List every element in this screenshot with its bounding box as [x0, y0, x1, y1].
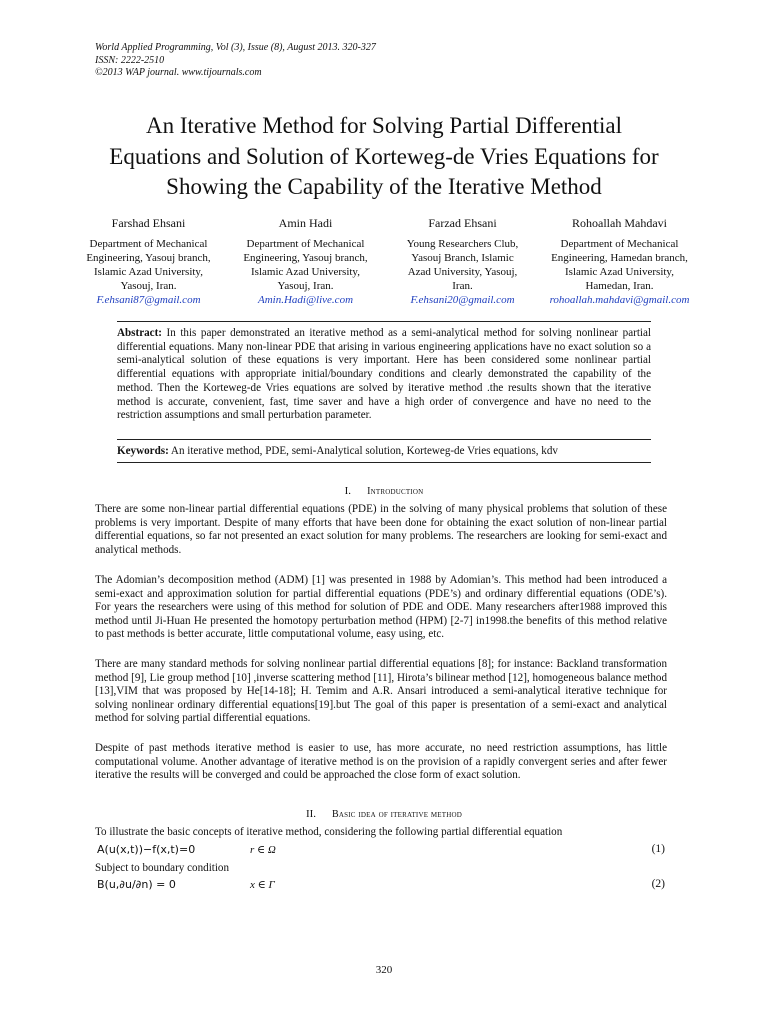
paragraph: There are some non-linear partial differential equations (PDE) in the solving of many physical problems that solution of these problems is very important. Despite of many efforts that have been done for obtaining the exact solution of non-linear partial differential equations, so far not presented an exact solution for many problems. The researchers are looking for semi-exact and analytical methods. [95, 503, 667, 556]
paragraph: Despite of past methods iterative method is easier to use, has more accurate, no need restriction assumptions, has little computational volume. Another advantage of iterative method is on the provision of a rapidly convergent series and after fewer iterative the results will be converged and could be approached the close form of exact solution. [95, 742, 667, 782]
author-affiliation-line: Islamic Azad University, [94, 266, 203, 278]
equation-expression: B(u,∂u/∂n) = 0 [97, 878, 176, 891]
author-affiliation-line: Hamedan, Iran. [585, 280, 654, 292]
author-email-link[interactable]: F.ehsani87@gmail.com [96, 294, 201, 306]
journal-issn: ISSN: 2222-2510 [95, 54, 165, 66]
author-email-link[interactable]: rohoallah.mahdavi@gmail.com [549, 294, 690, 306]
page-number: 320 [375, 964, 393, 976]
title-line: Showing the Capability of the Iterative Method [166, 174, 602, 199]
section-title: Introduction [367, 486, 424, 497]
paragraph: The Adomian’s decomposition method (ADM) [1] was presented in 1988 by Adomian’s. This method had been introduced a semi-exact and approximation solution for partial differential equations (PDE’s) and ordinary differential equations (ODE’s). For years the researchers were using of this method for solution of PDE and ODE. Many researchers after1988 improved this method until Ji-Huan He presented the homotopy perturbation method (HPM) [2-7] in1998.the benefits of this method relative to past methods is better accurate, little computational volume, easy using, etc. [95, 574, 667, 641]
equation-domain: r ∈ Ω [250, 844, 276, 856]
author-block [541, 216, 698, 307]
journal-citation: World Applied Programming, Vol (3), Issue (8), August 2013. 320-327 [95, 42, 376, 53]
title-line: Equations and Solution of Korteweg-de Vries Equations for [109, 143, 659, 169]
author-affiliation-line: Department of Mechanical [560, 238, 679, 250]
abstract-text: In this paper demonstrated an iterative method as a semi-analytical method for solving nonlinear partial differential equations. Many non-linear PDE that arising in various engineering applications have no exact solution so a semi-analytical solution of these equations is very important. Here has been considered some nonlinear partial differential equations with appropriate initial/boundary conditions and clearly demonstrated the capability of the method. Then the Korteweg-de Vries equations are solved by iterative method .the results shown that the iterative method is accurate, convenient, fast, time saver and have a high order of convergence and have no need to the restriction assumptions and small perturbation parameter. [117, 327, 651, 422]
author-affiliation-line: Islamic Azad University, [565, 266, 674, 278]
equation-1 [95, 843, 667, 859]
equation-number: (2) [651, 878, 665, 890]
equation-number: (1) [651, 843, 665, 855]
section-number: I. [344, 485, 352, 497]
author-affiliation-line: Islamic Azad University, [251, 266, 360, 278]
journal-copyright: ©2013 WAP journal. www.tijournals.com [95, 67, 262, 78]
paragraph: Subject to boundary condition [95, 862, 230, 874]
equation-expression: A(u(x,t))−f(x,t)=0 [97, 843, 196, 856]
section-number: II. [305, 808, 317, 820]
author-affiliation-line: Engineering, Hamedan branch, [551, 252, 688, 264]
author-affiliation-line: Department of Mechanical [246, 238, 365, 250]
paper-title [40, 111, 728, 203]
author-block [384, 216, 541, 307]
author-affiliation-line: Yasouj, Iran. [120, 280, 177, 292]
author-block [227, 216, 384, 307]
paragraph: There are many standard methods for solving nonlinear partial differential equations [8]; for instance: Backland transformation method [9], Lie group method [10] ,inverse scattering method [11], Hirota’s bilinear method [12], homogeneous balance method [13],VIM that was proposed by He[14-18]; H. Temim and A.R. Ansari introduced a semi-analytical iterative technique for solving nonlinear ordinary differential equations[19].but The goal of this paper is presentation of a semi-exact and analytical method for solving partial differential equations. [95, 658, 667, 725]
author-email-link[interactable]: Amin.Hadi@live.com [257, 294, 354, 306]
abstract-top-rule [117, 321, 651, 322]
author-list [70, 216, 698, 307]
section-title: Basic idea of iterative method [332, 809, 463, 820]
author-affiliation-line: Engineering, Yasouj branch, [243, 252, 368, 264]
section-heading-introduction [0, 485, 768, 497]
author-name: Farzad Ehsani [428, 216, 497, 230]
keywords-bottom-rule [117, 462, 651, 463]
keywords [117, 445, 651, 459]
abstract [117, 327, 651, 423]
abstract-label: Abstract: [117, 327, 162, 339]
author-affiliation-line: Yasouj Branch, Islamic [411, 252, 514, 264]
author-affiliation-line: Azad University, Yasouj, [407, 266, 518, 278]
author-affiliation-line: Iran. [452, 280, 473, 292]
author-name: Rohoallah Mahdavi [572, 216, 667, 230]
title-line: An Iterative Method for Solving Partial Differential [145, 113, 623, 138]
author-name: Farshad Ehsani [111, 216, 186, 230]
author-block [70, 216, 227, 307]
section-heading-basic-idea [0, 808, 768, 820]
keywords-label: Keywords: [117, 445, 169, 457]
equation-domain: x ∈ Γ [250, 879, 275, 891]
author-affiliation-line: Department of Mechanical [89, 238, 208, 250]
author-affiliation-line: Yasouj, Iran. [277, 280, 334, 292]
author-affiliation-line: Young Researchers Club, [406, 238, 519, 250]
author-affiliation-line: Engineering, Yasouj branch, [86, 252, 211, 264]
author-email-link[interactable]: F.ehsani20@gmail.com [410, 294, 515, 306]
equation-2 [95, 878, 667, 894]
journal-header [95, 42, 495, 80]
keywords-text: An iterative method, PDE, semi-Analytical solution, Korteweg-de Vries equations, kdv [168, 445, 558, 457]
author-name: Amin Hadi [278, 216, 333, 230]
keywords-top-rule [117, 439, 651, 440]
paragraph: To illustrate the basic concepts of iterative method, considering the following partial differential equation [95, 826, 563, 838]
